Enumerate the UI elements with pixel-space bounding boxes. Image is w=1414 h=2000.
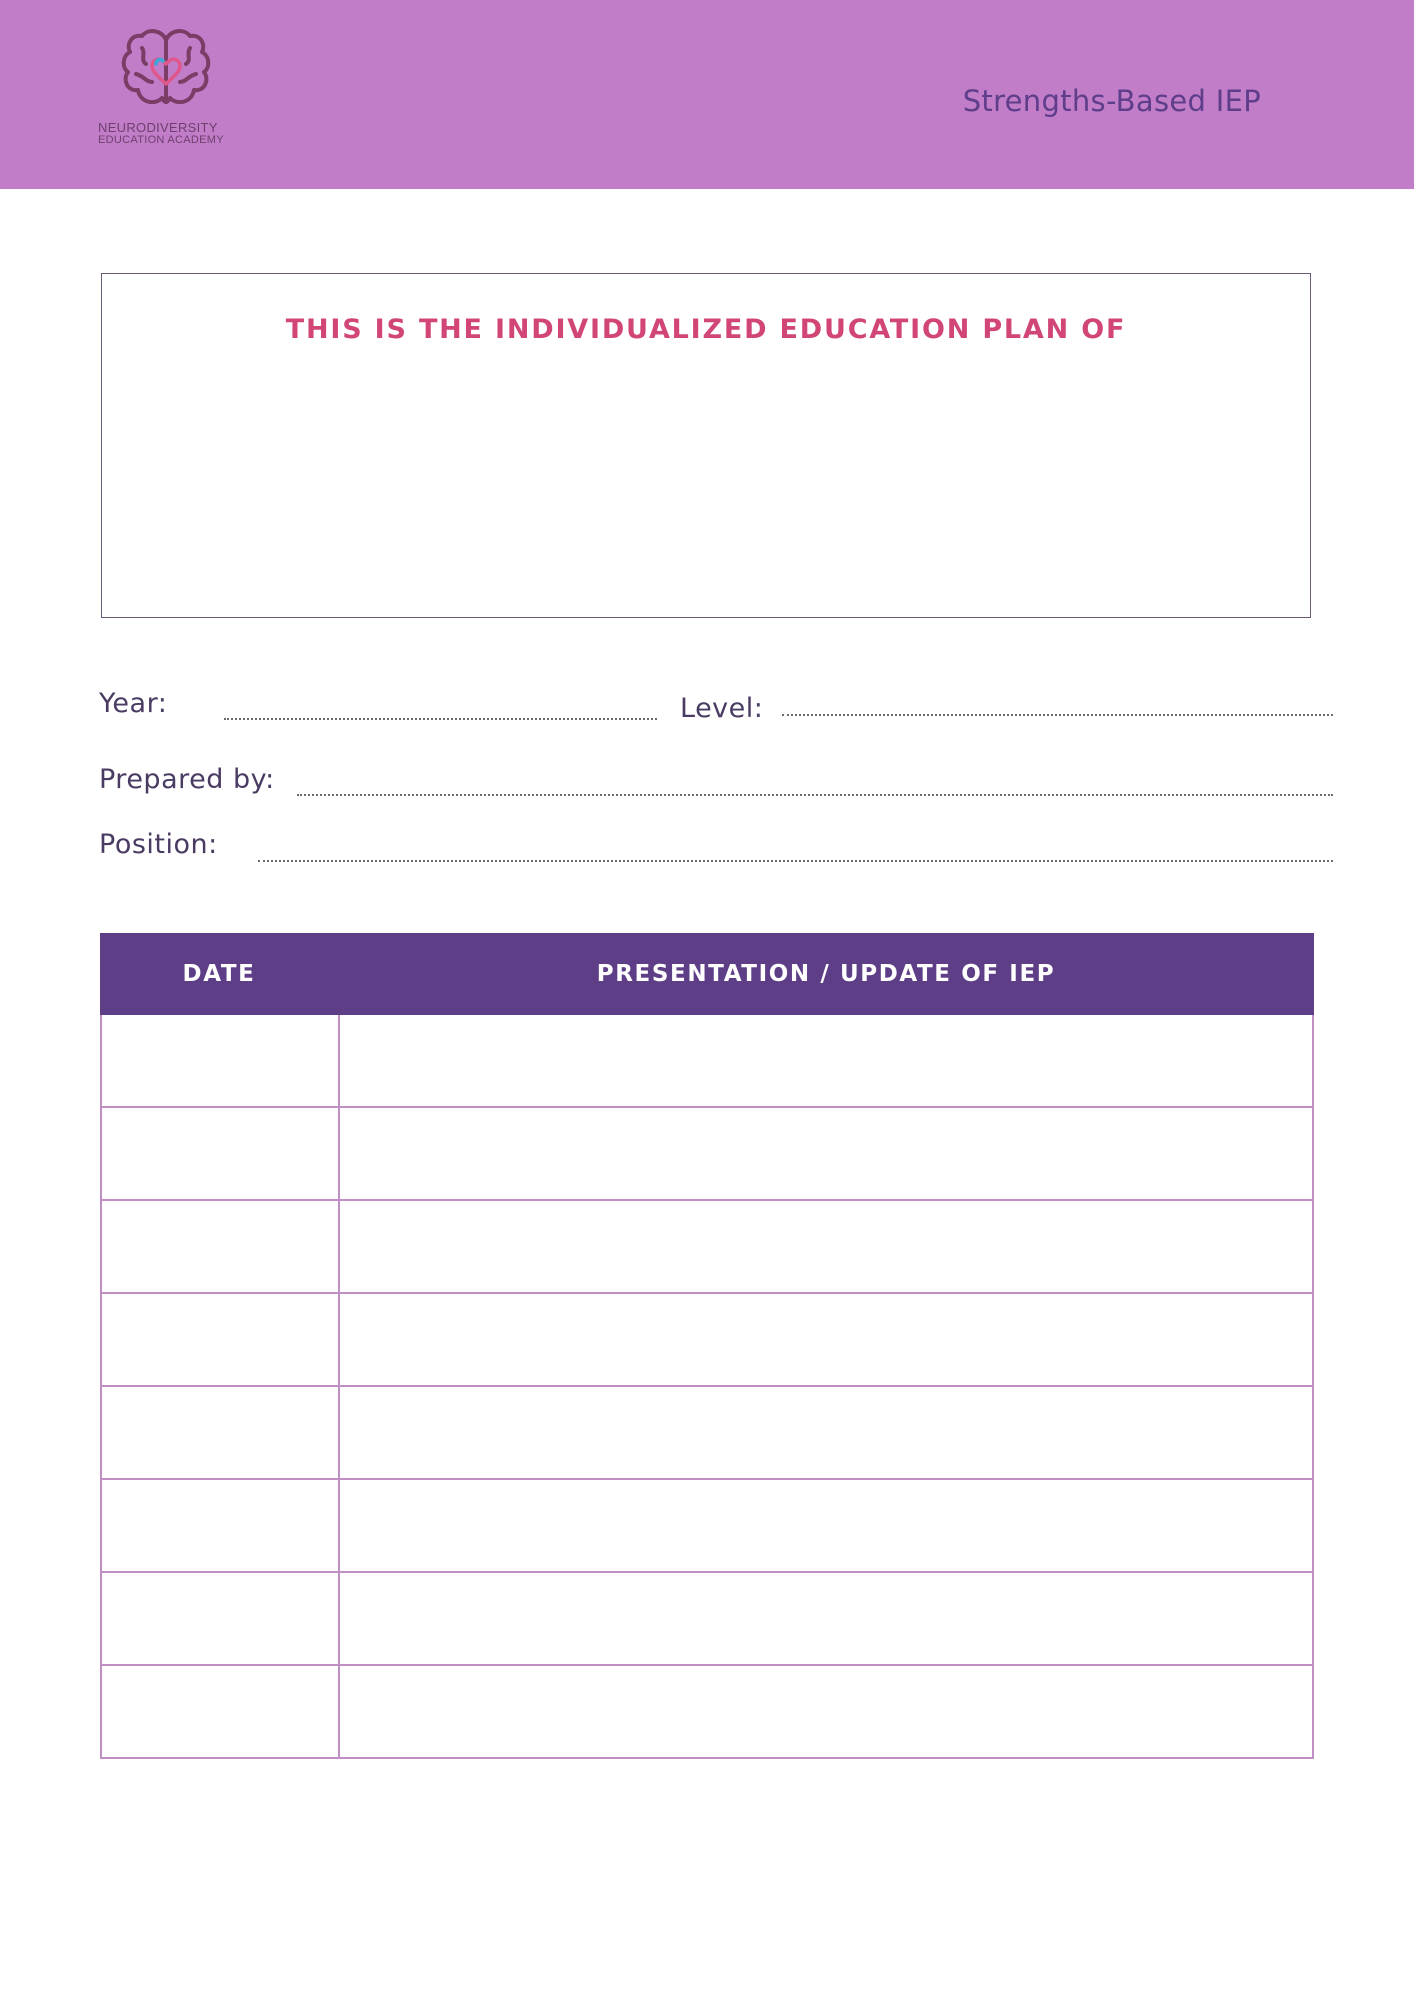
table-header	[100, 933, 1314, 1015]
table-row	[102, 1201, 1312, 1294]
presentation-cell[interactable]	[340, 1108, 1312, 1199]
date-cell[interactable]	[102, 1666, 340, 1757]
level-field[interactable]	[782, 714, 1333, 716]
table-row	[102, 1387, 1312, 1480]
year-field[interactable]	[224, 718, 657, 720]
name-box-title: THIS IS THE INDIVIDUALIZED EDUCATION PLAN OF	[285, 314, 1127, 345]
presentation-cell[interactable]	[340, 1387, 1312, 1478]
header-title: Strengths-Based IEP	[962, 84, 1261, 118]
brain-heart-icon	[118, 26, 214, 116]
column-header-date: DATE	[182, 961, 256, 987]
table-row	[102, 1294, 1312, 1387]
table-row	[102, 1108, 1312, 1201]
date-cell[interactable]	[102, 1108, 340, 1199]
position-label: Position:	[99, 829, 218, 860]
logo	[98, 26, 228, 150]
table-row	[102, 1666, 1312, 1759]
position-field[interactable]	[258, 860, 1333, 862]
date-cell[interactable]	[102, 1573, 340, 1664]
presentation-cell[interactable]	[340, 1480, 1312, 1571]
table-row	[102, 1015, 1312, 1108]
table-body	[100, 1015, 1314, 1759]
presentation-cell[interactable]	[340, 1015, 1312, 1106]
date-cell[interactable]	[102, 1294, 340, 1385]
date-cell[interactable]	[102, 1480, 340, 1571]
logo-text-line2: EDUCATION ACADEMY	[98, 134, 224, 146]
table-row	[102, 1573, 1312, 1666]
logo-text-line1: NEURODIVERSITY	[98, 120, 218, 135]
year-label: Year:	[99, 688, 168, 719]
table-row	[102, 1480, 1312, 1573]
date-cell[interactable]	[102, 1201, 340, 1292]
prepared-by-field[interactable]	[297, 794, 1333, 796]
presentation-cell[interactable]	[340, 1201, 1312, 1292]
presentation-cell[interactable]	[340, 1573, 1312, 1664]
presentation-cell[interactable]	[340, 1666, 1312, 1757]
column-header-presentation: PRESENTATION / UPDATE OF IEP	[596, 961, 1056, 987]
presentation-cell[interactable]	[340, 1294, 1312, 1385]
date-cell[interactable]	[102, 1015, 340, 1106]
prepared-by-label: Prepared by:	[99, 764, 275, 795]
iep-update-table	[100, 933, 1314, 1759]
page-header	[0, 0, 1414, 189]
date-cell[interactable]	[102, 1387, 340, 1478]
student-name-box[interactable]	[101, 273, 1311, 618]
level-label: Level:	[680, 693, 764, 724]
